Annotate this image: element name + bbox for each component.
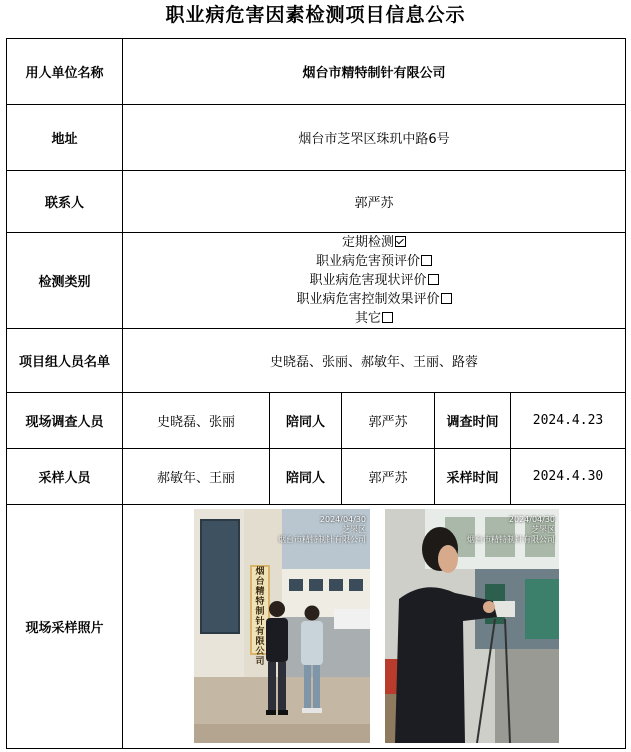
survey-label: 现场调查人员 (7, 393, 123, 449)
category-options (123, 233, 626, 329)
address-label: 地址 (7, 105, 123, 171)
row-contact (7, 171, 626, 233)
team-value: 史晓磊、张丽、郝敏年、王丽、路蓉 (123, 329, 626, 393)
row-sampling (7, 449, 626, 505)
sampling-escort: 郭严苏 (342, 449, 435, 505)
contact-label: 联系人 (7, 171, 123, 233)
photo1-sign-text: 烟台精特制针有限公司 (255, 567, 265, 667)
survey-value: 史晓磊、张丽 (123, 393, 270, 449)
photos-container (123, 505, 625, 748)
photo1-company: 烟台市精特制针有限公司 (278, 535, 366, 544)
row-team (7, 329, 626, 393)
employer-value: 烟台市精特制针有限公司 (123, 39, 626, 105)
row-address (7, 105, 626, 171)
contact-value: 郭严苏 (123, 171, 626, 233)
row-category (7, 233, 626, 329)
checked-box-icon (395, 236, 406, 247)
sampling-time: 2024.4.30 (511, 449, 626, 505)
photos-label: 现场采样照片 (7, 505, 123, 749)
category-label: 检测类别 (7, 233, 123, 329)
row-employer (7, 39, 626, 105)
sampling-value: 郝敏年、王丽 (123, 449, 270, 505)
address-value: 烟台市芝罘区珠玑中路6号 (123, 105, 626, 171)
unchecked-box-icon (421, 255, 432, 266)
survey-escort-label: 陪同人 (270, 393, 342, 449)
photo1-date: 2024/04/30 (319, 515, 366, 524)
row-survey (7, 393, 626, 449)
survey-time: 2024.4.23 (511, 393, 626, 449)
sampling-escort-label: 陪同人 (270, 449, 342, 505)
photo1-watermark (278, 515, 366, 545)
sampling-time-label: 采样时间 (435, 449, 511, 505)
category-option-other: 其它 (123, 309, 625, 328)
unchecked-box-icon (441, 293, 452, 304)
unchecked-box-icon (428, 274, 439, 285)
photo2-company: 烟台市精特制针有限公司 (467, 535, 555, 544)
photo2-district: 芝罘区 (531, 525, 555, 534)
info-table (6, 38, 626, 749)
photo1-district: 芝罘区 (342, 525, 366, 534)
row-photos (7, 505, 626, 749)
photo2-watermark (467, 515, 555, 545)
page-title: 职业病危害因素检测项目信息公示 (165, 4, 466, 26)
category-option-pre-eval: 职业病危害预评价 (123, 252, 625, 271)
category-option-status-eval: 职业病危害现状评价 (123, 271, 625, 290)
employer-label: 用人单位名称 (7, 39, 123, 105)
photo2-date: 2024/04/30 (508, 515, 555, 524)
category-option-periodic: 定期检测 (123, 233, 625, 252)
category-option-control-eval: 职业病危害控制效果评价 (123, 290, 625, 309)
sampling-photo-outdoor (194, 509, 370, 743)
survey-escort: 郭严苏 (342, 393, 435, 449)
photos-cell (123, 505, 626, 749)
team-label: 项目组人员名单 (7, 329, 123, 393)
sampling-photo-indoor (385, 509, 559, 743)
sampling-label: 采样人员 (7, 449, 123, 505)
unchecked-box-icon (382, 312, 393, 323)
survey-time-label: 调查时间 (435, 393, 511, 449)
